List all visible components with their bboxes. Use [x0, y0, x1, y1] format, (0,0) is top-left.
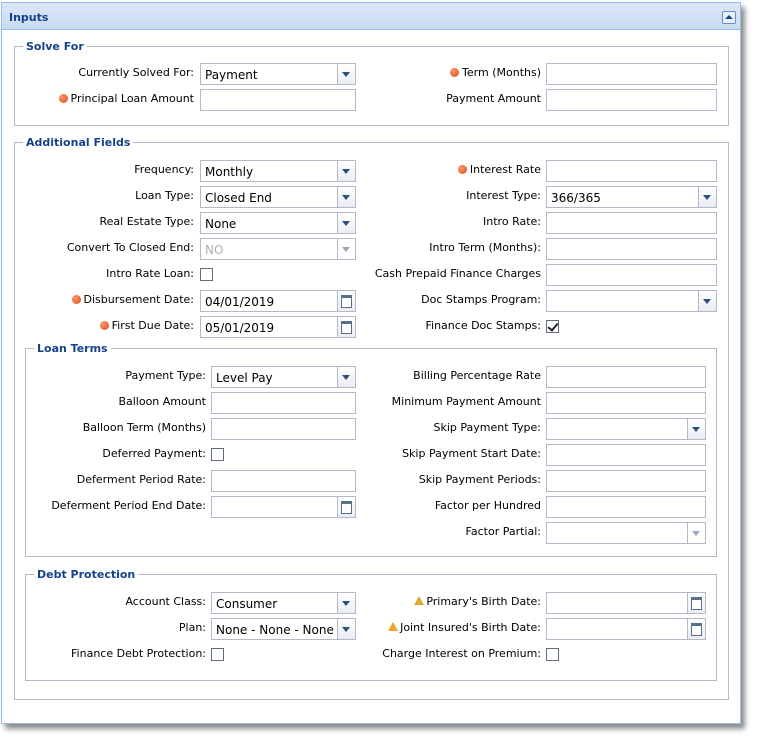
- interest-rate-input[interactable]: [546, 160, 717, 182]
- convert-to-closed-end-label: Convert To Closed End:: [66, 241, 194, 254]
- disbursement-date-picker[interactable]: [200, 290, 356, 312]
- account-class-label: Account Class:: [125, 595, 206, 608]
- frequency-select[interactable]: [200, 160, 356, 182]
- deferred-payment-checkbox[interactable]: [211, 448, 224, 461]
- payment-type-label: Payment Type:: [125, 369, 206, 382]
- interest-type-select[interactable]: [546, 186, 717, 208]
- factor-per-hundred-label: Factor per Hundred: [434, 499, 541, 512]
- skip-payment-periods-label: Skip Payment Periods:: [418, 473, 541, 486]
- chevron-down-icon[interactable]: [698, 187, 716, 207]
- plan-select[interactable]: [211, 618, 356, 640]
- first-due-date-label: First Due Date:: [100, 319, 194, 333]
- primary-birth-date-picker[interactable]: [546, 592, 706, 614]
- finance-debt-protection-checkbox[interactable]: [211, 648, 224, 661]
- factor-partial-label: Factor Partial:: [465, 525, 541, 538]
- disbursement-date-value: 04/01/2019: [205, 295, 275, 309]
- payment-type-value: Level Pay: [216, 371, 273, 385]
- loan-type-select[interactable]: [200, 186, 356, 208]
- skip-payment-type-label: Skip Payment Type:: [433, 421, 541, 434]
- first-due-date-value: 05/01/2019: [205, 321, 275, 335]
- account-class-value: Consumer: [216, 597, 278, 611]
- payment-amount-label: Payment Amount: [446, 92, 541, 105]
- balloon-term-label: Balloon Term (Months): [82, 421, 206, 434]
- deferment-period-end-date-picker[interactable]: [211, 496, 356, 518]
- chevron-down-icon[interactable]: [337, 161, 355, 181]
- skip-payment-start-date-input[interactable]: [546, 444, 706, 466]
- primary-birth-date-label: Primary's Birth Date:: [414, 595, 541, 609]
- plan-value: None - None - None: [216, 623, 334, 637]
- debt-protection-legend: Debt Protection: [34, 568, 138, 581]
- payment-amount-input[interactable]: [546, 89, 717, 111]
- cash-prepaid-finance-charges-label: Cash Prepaid Finance Charges: [374, 267, 541, 280]
- disbursement-date-label: Disbursement Date:: [72, 293, 195, 307]
- intro-term-input[interactable]: [546, 238, 717, 260]
- frequency-value: Monthly: [205, 165, 254, 179]
- minimum-payment-amount-input[interactable]: [546, 392, 706, 414]
- convert-to-closed-end-select: [200, 238, 356, 260]
- chevron-down-icon[interactable]: [337, 367, 355, 387]
- balloon-amount-label: Balloon Amount: [118, 395, 206, 408]
- chevron-down-icon[interactable]: [337, 619, 355, 639]
- factor-partial-select: [546, 522, 706, 544]
- frequency-label: Frequency:: [134, 163, 194, 176]
- deferment-period-end-date-label: Deferment Period End Date:: [51, 499, 206, 512]
- interest-rate-label: Interest Rate: [458, 163, 541, 177]
- chevron-down-icon[interactable]: [337, 593, 355, 613]
- billing-percentage-rate-input[interactable]: [546, 366, 706, 388]
- doc-stamps-program-select[interactable]: [546, 290, 717, 312]
- solve-for-legend: Solve For: [23, 40, 87, 53]
- finance-doc-stamps-checkbox[interactable]: [546, 320, 559, 333]
- plan-label: Plan:: [178, 621, 206, 634]
- interest-type-label: Interest Type:: [466, 189, 541, 202]
- panel-header: [2, 3, 740, 30]
- balloon-amount-input[interactable]: [211, 392, 356, 414]
- intro-rate-label: Intro Rate:: [483, 215, 541, 228]
- principal-loan-amount-label: Principal Loan Amount: [59, 92, 194, 106]
- charge-interest-on-premium-label: Charge Interest on Premium:: [382, 647, 541, 660]
- convert-to-closed-end-value: NO: [205, 243, 224, 257]
- skip-payment-periods-input[interactable]: [546, 470, 706, 492]
- currently-solved-for-value: Payment: [205, 68, 258, 82]
- first-due-date-picker[interactable]: [200, 316, 356, 338]
- currently-solved-for-select[interactable]: [200, 63, 356, 85]
- skip-payment-type-select[interactable]: [546, 418, 706, 440]
- account-class-select[interactable]: [211, 592, 356, 614]
- skip-payment-start-date-label: Skip Payment Start Date:: [402, 447, 541, 460]
- billing-percentage-rate-label: Billing Percentage Rate: [413, 369, 541, 382]
- term-months-input[interactable]: [546, 63, 717, 85]
- principal-loan-amount-input[interactable]: [200, 89, 356, 111]
- real-estate-type-select[interactable]: [200, 212, 356, 234]
- collapse-icon[interactable]: [722, 11, 736, 24]
- loan-terms-legend: Loan Terms: [34, 342, 111, 355]
- additional-fields-legend: Additional Fields: [23, 136, 133, 149]
- calendar-icon[interactable]: [687, 619, 705, 639]
- intro-rate-loan-label: Intro Rate Loan:: [106, 267, 194, 280]
- currently-solved-for-label: Currently Solved For:: [78, 66, 194, 79]
- calendar-icon[interactable]: [337, 317, 355, 337]
- joint-insured-birth-date-picker[interactable]: [546, 618, 706, 640]
- factor-per-hundred-input[interactable]: [546, 496, 706, 518]
- solve-for-fieldset: [14, 40, 729, 126]
- joint-insured-birth-date-label: Joint Insured's Birth Date:: [388, 621, 541, 635]
- deferment-period-rate-label: Deferment Period Rate:: [76, 473, 206, 486]
- chevron-down-icon: [687, 523, 705, 543]
- loan-type-label: Loan Type:: [135, 189, 194, 202]
- finance-doc-stamps-label: Finance Doc Stamps:: [425, 319, 541, 332]
- chevron-down-icon[interactable]: [337, 64, 355, 84]
- chevron-down-icon[interactable]: [687, 419, 705, 439]
- minimum-payment-amount-label: Minimum Payment Amount: [391, 395, 541, 408]
- term-months-label: Term (Months): [450, 66, 541, 80]
- payment-type-select[interactable]: [211, 366, 356, 388]
- chevron-down-icon[interactable]: [698, 291, 716, 311]
- deferred-payment-label: Deferred Payment:: [102, 447, 206, 460]
- loan-type-value: Closed End: [205, 191, 272, 205]
- real-estate-type-value: None: [205, 217, 237, 231]
- finance-debt-protection-label: Finance Debt Protection:: [71, 647, 206, 660]
- chevron-down-icon[interactable]: [337, 187, 355, 207]
- charge-interest-on-premium-checkbox[interactable]: [546, 648, 559, 661]
- intro-rate-loan-checkbox[interactable]: [200, 268, 213, 281]
- intro-term-label: Intro Term (Months):: [429, 241, 541, 254]
- real-estate-type-label: Real Estate Type:: [99, 215, 194, 228]
- chevron-down-icon: [337, 239, 355, 259]
- calendar-icon[interactable]: [337, 291, 355, 311]
- interest-type-value: 366/365: [551, 191, 601, 205]
- calendar-icon[interactable]: [337, 497, 355, 517]
- balloon-term-input[interactable]: [211, 418, 356, 440]
- cash-prepaid-finance-charges-input[interactable]: [546, 264, 717, 286]
- panel-title: Inputs: [9, 11, 49, 24]
- chevron-down-icon[interactable]: [337, 213, 355, 233]
- calendar-icon[interactable]: [687, 593, 705, 613]
- deferment-period-rate-input[interactable]: [211, 470, 356, 492]
- intro-rate-input[interactable]: [546, 212, 717, 234]
- doc-stamps-program-label: Doc Stamps Program:: [421, 293, 541, 306]
